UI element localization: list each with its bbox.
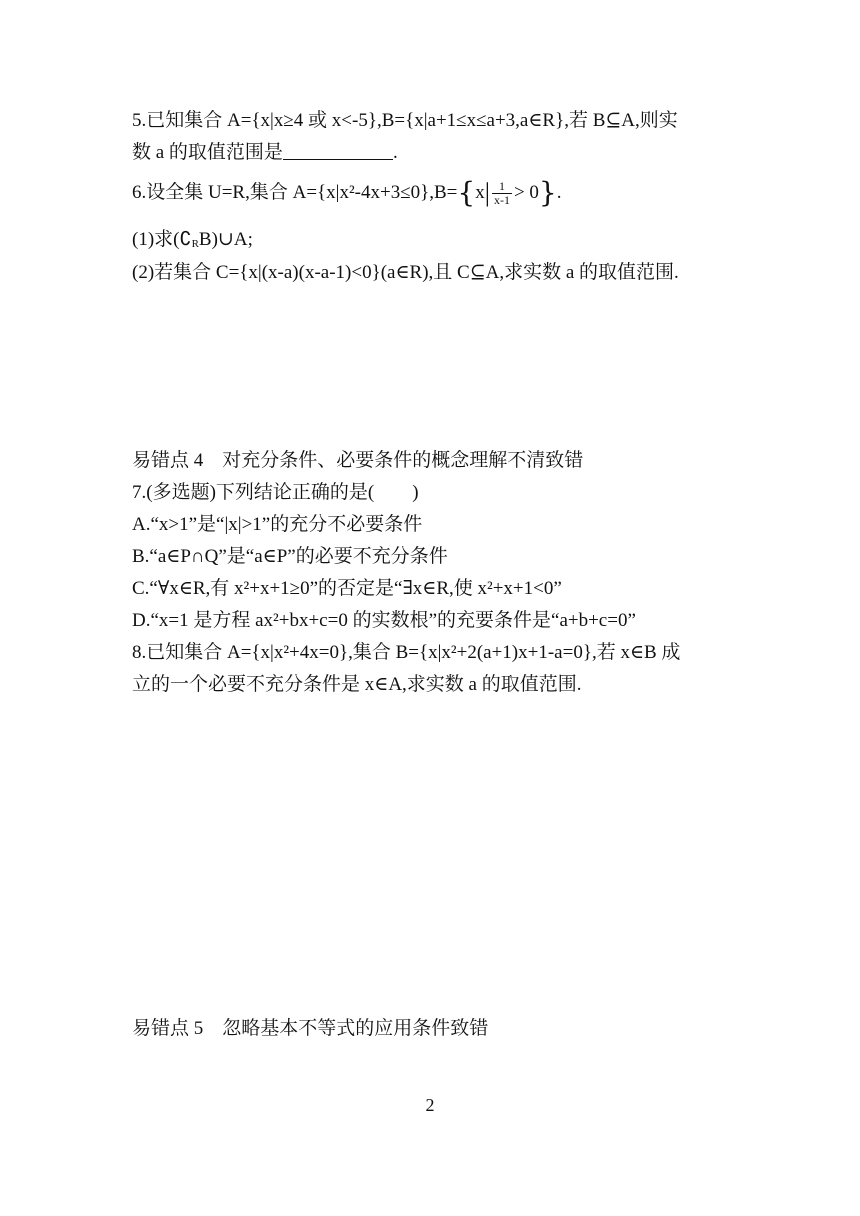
set-bar: | (484, 177, 490, 207)
fraction (492, 180, 512, 207)
fraction-denominator: x-1 (493, 193, 510, 207)
q6-part2: (2)若集合 C={x|(x-a)(x-a-1)<0}(a∈R),且 C⊆A,求实数 a 的取值范围. (132, 262, 679, 283)
left-brace: { (457, 175, 476, 209)
q7-option-c: C.“∀x∈R,有 x²+x+1≥0”的否定是“∃x∈R,使 x²+x+1<0” (132, 578, 562, 599)
section-5-title: 易错点 5 忽略基本不等式的应用条件致错 (132, 1018, 489, 1039)
q5-line2 (132, 141, 398, 165)
page-number: 2 (425, 1095, 435, 1115)
q6-stem (132, 175, 562, 209)
q5-line1: 5.已知集合 A={x|x≥4 或 x<-5},B={x|a+1≤x≤a+3,a∈R},若 B⊆A,则实 (132, 110, 678, 131)
q8-line1: 8.已知集合 A={x|x²+4x=0},集合 B={x|x²+2(a+1)x+1-a=0},若 x∈B 成 (132, 642, 681, 663)
q6-suffix: . (556, 181, 562, 203)
section-4-title: 易错点 4 对充分条件、必要条件的概念理解不清致错 (132, 450, 584, 471)
answer-blank (283, 141, 393, 160)
set-variable: x (475, 181, 485, 203)
inequality: > 0 (513, 181, 539, 203)
q6-part1 (132, 228, 253, 256)
fraction-numerator: 1 (492, 180, 512, 194)
q7-option-a: A.“x>1”是“|x|>1”的充分不必要条件 (132, 514, 423, 535)
complement-subscript: R (191, 238, 199, 250)
q6-part1-a: (1)求(∁ (132, 229, 192, 250)
q7-option-b: B.“a∈P∩Q”是“a∈P”的必要不充分条件 (132, 546, 448, 567)
q5-line2-text: 数 a 的取值范围是 (132, 142, 283, 163)
q6-prefix: 6.设全集 U=R,集合 A={x|x²-4x+3≤0},B= (132, 181, 458, 203)
q7-option-d: D.“x=1 是方程 ax²+bx+c=0 的实数根”的充要条件是“a+b+c=0” (132, 610, 636, 631)
q5-line2-end: . (392, 142, 398, 163)
q7-stem: 7.(多选题)下列结论正确的是( ) (132, 482, 419, 503)
right-brace: } (538, 175, 557, 209)
q6-part1-b: B)∪A; (198, 229, 253, 250)
q8-line2: 立的一个必要不充分条件是 x∈A,求实数 a 的取值范围. (132, 674, 582, 695)
